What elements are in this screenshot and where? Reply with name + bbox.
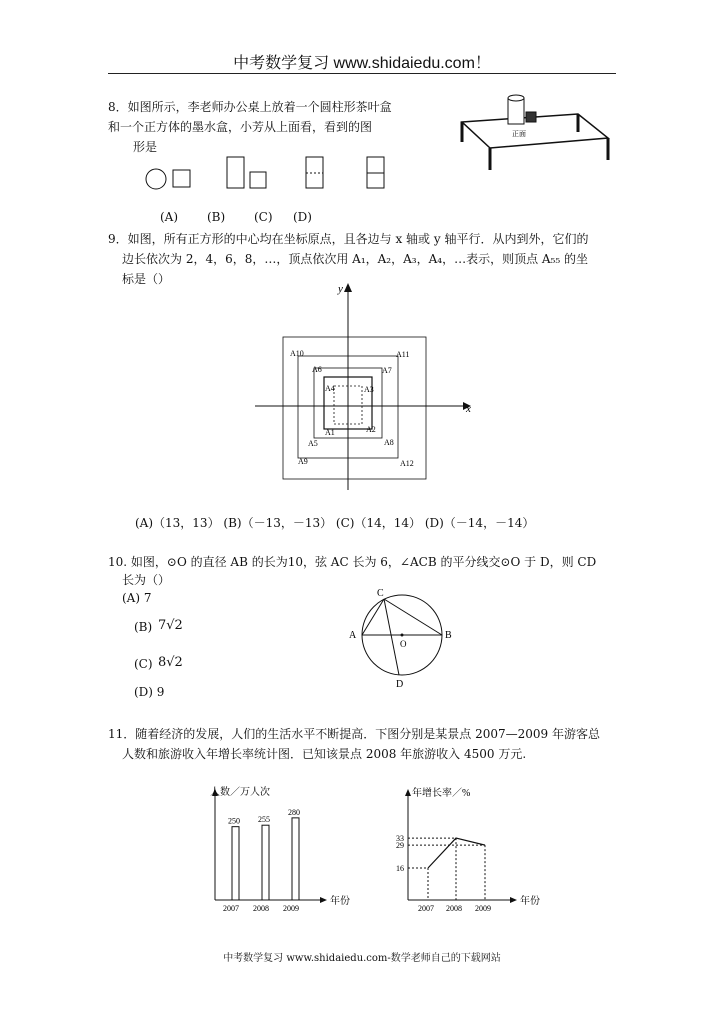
desk-front-label: 正面 <box>512 130 526 138</box>
chord-cb <box>384 599 442 635</box>
vertex-a9: A9 <box>298 457 308 466</box>
bar-value-label-2008: 255 <box>258 815 270 825</box>
vertex-a6: A6 <box>312 365 322 374</box>
desk-figure <box>440 90 620 175</box>
bar-value-label-2009: 280 <box>288 807 300 817</box>
line-tick-2008: 2008 <box>446 904 462 913</box>
vertex-a1: A1 <box>325 428 335 437</box>
q8-option-a: (A) <box>160 210 179 224</box>
vertex-a4: A4 <box>325 384 335 393</box>
bar-tick-2007: 2007 <box>223 904 239 913</box>
q8-option-d: (D) <box>293 210 312 224</box>
option-b-square <box>250 172 266 188</box>
option-b-rect <box>227 157 244 188</box>
vertex-a11: A11 <box>396 350 410 359</box>
q10-circle-diagram <box>345 585 460 690</box>
vertex-a8: A8 <box>384 438 394 447</box>
bar-2007 <box>232 827 239 900</box>
q10-option-d: (D) 9 <box>134 685 165 699</box>
q8-line-3: 形是 <box>133 140 158 154</box>
bar-tick-2008: 2008 <box>253 904 269 913</box>
bar-x-label: 年份 <box>330 896 350 907</box>
q8-line-1: 8．如图所示，李老师办公桌上放着一个圆柱形茶叶盒 <box>108 100 392 114</box>
chord-ac <box>362 599 384 635</box>
y-tick-16: 16 <box>396 864 404 873</box>
vertex-a7: A7 <box>382 366 392 375</box>
vertex-a2: A2 <box>366 425 376 434</box>
line-y-label: 年增长率／% <box>412 788 471 799</box>
page-header: 中考数学复习 www.shidaiedu.com！ <box>233 55 491 72</box>
vertex-a5: A5 <box>308 439 318 448</box>
q9-square-diagram <box>250 280 480 495</box>
q11-line-1: 11．随着经济的发展，人们的生活水平不断提高．下图分别是某景点 2007—2009 年游客总 <box>108 727 600 741</box>
bar-y-label: 人数／万人次 <box>210 787 270 798</box>
line-tick-2009: 2009 <box>475 904 491 913</box>
bar-tick-2009: 2009 <box>283 904 299 913</box>
q9-answers: (A)（13，13） (B)（－13，－13） (C)（14，14） (D)（－14，－14） <box>135 516 535 530</box>
q10-line-1: 10. 如图，⊙O 的直径 AB 的长为10，弦 AC 长为 6，∠ACB 的平分线交⊙O 于 D，则 CD <box>108 555 597 569</box>
bar-value-label-2007: 250 <box>228 816 240 826</box>
line-tick-2007: 2007 <box>418 904 434 913</box>
vertex-a10: A10 <box>290 349 304 358</box>
vertex-a12: A12 <box>400 459 414 468</box>
q10-line-2: 长为（） <box>122 573 171 587</box>
q8-option-c: (C) <box>254 210 273 224</box>
visitor-bar-chart <box>200 782 370 917</box>
option-a-square <box>173 170 190 187</box>
q8-line-2: 和一个正方体的墨水盒，小芳从上面看，看到的图 <box>108 120 373 134</box>
point-b-label: B <box>445 630 452 641</box>
point-o-label: O <box>400 639 407 649</box>
line-x-label: 年份 <box>520 896 540 907</box>
x-axis-label: x <box>466 403 471 415</box>
q11-line-2: 人数和旅游收入年增长率统计图．已知该景点 2008 年旅游收入 4500 万元. <box>122 747 527 761</box>
point-c-label: C <box>377 588 384 599</box>
q10-option-c-value: 8√2 <box>158 655 183 670</box>
chord-cd <box>384 599 399 675</box>
q10-option-b-value: 7√2 <box>158 618 183 633</box>
bar-2008 <box>262 825 269 900</box>
page-footer: 中考数学复习 www.shidaiedu.com-数学老师自己的下载网站 <box>223 953 501 964</box>
option-a-circle <box>146 169 166 189</box>
q9-line-1: 9．如图，所有正方形的中心均在坐标原点，且各边与 x 轴或 y 轴平行．从内到外，它们的 <box>108 232 589 246</box>
vertex-a3: A3 <box>364 385 374 394</box>
y-tick-29: 29 <box>396 841 404 851</box>
bar-2009 <box>292 818 299 900</box>
y-tick-33: 33 <box>396 834 404 844</box>
q10-option-b: (B) <box>134 620 153 634</box>
point-d-label: D <box>396 679 404 690</box>
q9-line-2: 边长依次为 2，4，6，8，…，顶点依次用 A₁，A₂，A₃，A₄，…表示，则顶点 A₅₅ 的坐 <box>122 252 588 266</box>
growth-line-chart <box>388 782 558 917</box>
q10-option-a: (A) 7 <box>122 591 152 605</box>
y-axis-label: y <box>338 283 343 295</box>
q9-line-3: 标是（） <box>122 272 171 286</box>
header-rule <box>108 73 616 74</box>
point-a-label: A <box>349 630 357 641</box>
q8-view-options <box>140 155 400 195</box>
q10-option-c: (C) <box>134 657 153 671</box>
q8-option-b: (B) <box>207 210 226 224</box>
